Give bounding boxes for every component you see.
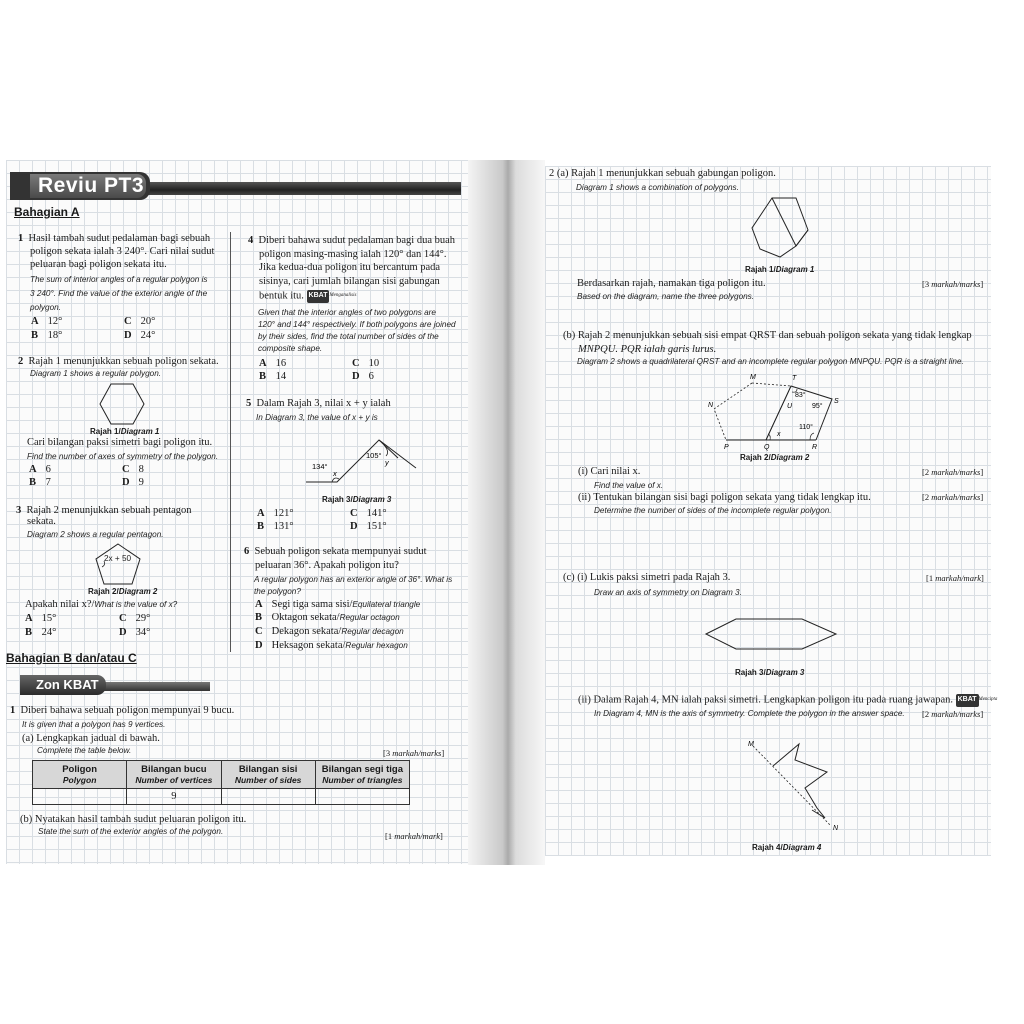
- qb1-b-marks: [1 markah/mark]: [385, 831, 443, 841]
- q3-caption: Rajah 2/Diagram 2: [88, 587, 158, 596]
- q5-caption: Rajah 3/Diagram 3: [322, 495, 392, 504]
- table-cell-vertices: 9: [127, 789, 221, 805]
- q3-en: Diagram 2 shows a regular pentagon.: [27, 530, 164, 539]
- label-x: x: [777, 431, 781, 438]
- q5-option-a[interactable]: A 121°: [257, 508, 294, 519]
- q1-option-d[interactable]: D 24°: [124, 330, 156, 341]
- column-divider: [230, 232, 231, 652]
- table-cell-polygon[interactable]: [33, 789, 127, 805]
- q2b-text-2: MNPQU. PQR ialah garis lurus.: [578, 344, 717, 355]
- q6-option-c[interactable]: C Dekagon sekata/Regular decagon: [255, 626, 404, 637]
- q5-y-label: y: [385, 458, 389, 467]
- label-n-4: N: [833, 825, 839, 832]
- q3-option-b[interactable]: B 24°: [25, 627, 57, 638]
- quadrilateral-diagram: [704, 371, 844, 451]
- q2b-caption: Rajah 2/Diagram 2: [740, 453, 810, 462]
- angle-95: 95°: [812, 403, 823, 410]
- q2c-ii-text: (ii) Dalam Rajah 4, MN ialah paksi simetri. Lengkapkan poligon itu pada ruang jawapan. KBAT Mencipta: [578, 694, 998, 706]
- table-header-triangles: Bilangan segi tiga Number of triangles: [315, 761, 409, 789]
- q6-option-b[interactable]: B Oktagon sekata/Regular octagon: [255, 612, 400, 623]
- q2b-en: Diagram 2 shows a quadrilateral QRST and an incomplete regular polygon MNPQU. PQR is a straight line.: [577, 357, 964, 366]
- q2c-caption-3: Rajah 3/Diagram 3: [735, 668, 805, 677]
- label-q: Q: [764, 444, 770, 451]
- q6-option-a[interactable]: A Segi tiga sama sisi/Equilateral triangle: [255, 599, 421, 610]
- q5-angle-134: 134°: [312, 462, 328, 471]
- label-m-4: M: [748, 741, 754, 748]
- q4-option-d[interactable]: D 6: [352, 371, 374, 382]
- q6-text: 6 Sebuah poligon sekata mempunyai sudut: [244, 546, 427, 557]
- q2-option-c[interactable]: C 8: [122, 464, 144, 475]
- q6-text-2: peluaran 36°. Apakah poligon itu?: [255, 560, 399, 571]
- q2-en: Diagram 1 shows a regular polygon.: [30, 369, 162, 378]
- q2a-question-en: Based on the diagram, name the three polygons.: [577, 292, 755, 301]
- q6-en-2: the polygon?: [254, 587, 301, 596]
- zon-kbat-title: Zon KBAT: [36, 677, 99, 692]
- q2c-caption-4: Rajah 4/Diagram 4: [752, 843, 822, 852]
- q4-en-3: by their sides, find the total number of sides of the: [258, 332, 439, 341]
- q2-option-b[interactable]: B 7: [29, 477, 51, 488]
- angle-110: 110°: [799, 424, 813, 431]
- label-t: T: [792, 375, 797, 382]
- q5-option-b[interactable]: B 131°: [257, 521, 294, 532]
- q2a-marks: [3 markah/marks]: [922, 279, 984, 289]
- q6-option-d[interactable]: D Heksagon sekata/Regular hexagon: [255, 640, 408, 651]
- symmetry-diagram: [745, 738, 845, 838]
- q2-text-2: Cari bilangan paksi simetri bagi poligon itu.: [27, 437, 213, 448]
- q1-en-3: polygon.: [30, 303, 61, 312]
- pentagon-diagram: [95, 543, 141, 585]
- arrow-polygon-diagram: [706, 613, 836, 655]
- q2c-i-marks: [1 markah/mark]: [926, 573, 984, 583]
- label-r: R: [812, 444, 818, 451]
- q4-text-2: poligon masing-masing ialah 120° dan 144°.: [259, 249, 447, 260]
- q1-en-1: The sum of interior angles of a regular polygon is: [30, 275, 208, 284]
- qb1-a-en: Complete the table below.: [37, 746, 132, 755]
- q2-en-2: Find the number of axes of symmetry of the polygon.: [27, 452, 219, 461]
- qb1-a-text: (a) Lengkapkan jadual di bawah.: [22, 733, 160, 744]
- q2a-text: 2 (a) Rajah 1 menunjukkan sebuah gabungan poligon.: [549, 168, 776, 179]
- angle-83: 83°: [795, 392, 806, 399]
- table-cell-sides[interactable]: [221, 789, 315, 805]
- q4-en-1: Given that the interior angles of two polygons are: [258, 308, 436, 317]
- q2b-ii-text: (ii) Tentukan bilangan sisi bagi poligon sekata yang tidak lengkap itu.: [578, 492, 871, 503]
- q2c-ii-marks: [2 markah/marks]: [922, 709, 984, 719]
- q2-option-a[interactable]: A 6: [29, 464, 51, 475]
- q2-text: 2 Rajah 1 menunjukkan sebuah poligon sekata.: [18, 356, 219, 367]
- q5-angle-105: 105°: [366, 451, 382, 460]
- q1-text-2: poligon sekata ialah 3 240°. Cari nilai sudut: [30, 246, 215, 257]
- q2b-i-en: Find the value of x.: [594, 481, 664, 490]
- q3-text-2: sekata.: [27, 516, 56, 527]
- q2a-question: Berdasarkan rajah, namakan tiga poligon itu.: [577, 278, 766, 289]
- q2c-ii-en: In Diagram 4, MN is the axis of symmetry. Complete the polygon in the answer space.: [594, 709, 905, 718]
- q3-option-a[interactable]: A 15°: [25, 613, 57, 624]
- q1-text-3: peluaran bagi poligon sekata itu.: [30, 259, 167, 270]
- q1-text: 1 Hasil tambah sudut pedalaman bagi sebuah: [18, 233, 211, 244]
- q5-en: In Diagram 3, the value of x + y is: [256, 413, 378, 422]
- table-header-sides: Bilangan sisi Number of sides: [221, 761, 315, 789]
- q4-option-c[interactable]: C 10: [352, 358, 380, 369]
- q3-text-3: Apakah nilai x?/What is the value of x?: [25, 599, 178, 610]
- q6-en-1: A regular polygon has an exterior angle of 36°. What is: [254, 575, 453, 584]
- q5-x-label: x: [333, 469, 337, 478]
- q2a-en: Diagram 1 shows a combination of polygons.: [576, 183, 739, 192]
- section-a-title: Bahagian A: [14, 205, 80, 219]
- section-bc-title: Bahagian B dan/atau C: [6, 651, 137, 665]
- kbat-badge: KBAT: [307, 290, 330, 303]
- q5-option-c[interactable]: C 141°: [350, 508, 387, 519]
- q1-option-c[interactable]: C 20°: [124, 316, 156, 327]
- q4-option-a[interactable]: A 16: [259, 358, 287, 369]
- combined-polygon-diagram: [752, 196, 808, 258]
- q3-text: 3 Rajah 2 menunjukkan sebuah pentagon: [16, 505, 192, 516]
- q4-option-b[interactable]: B 14: [259, 371, 287, 382]
- q5-diagram: [306, 436, 416, 492]
- q1-en-2: 3 240°. Find the value of the exterior angle of the: [30, 289, 208, 298]
- q3-option-d[interactable]: D 34°: [119, 627, 151, 638]
- qb1-b-en: State the sum of the exterior angles of the polygon.: [38, 827, 224, 836]
- q4-text-5: bentuk itu. KBAT Menganalisis: [259, 290, 357, 302]
- label-p: P: [724, 444, 729, 451]
- q2b-i-text: (i) Cari nilai x.: [578, 466, 641, 477]
- qb1-b-text: (b) Nyatakan hasil tambah sudut peluaran poligon itu.: [20, 814, 247, 825]
- q2c-i-text: (c) (i) Lukis paksi simetri pada Rajah 3.: [563, 572, 731, 583]
- book-gutter: [468, 160, 545, 865]
- label-u: U: [787, 403, 793, 410]
- page-title: Reviu PT3: [38, 174, 145, 197]
- q4-text: 4 Diberi bahawa sudut pedalaman bagi dua buah: [248, 235, 456, 246]
- table-header-vertices: Bilangan bucu Number of vertices: [127, 761, 221, 789]
- q2b-text: (b) Rajah 2 menunjukkan sebuah sisi empat QRST dan sebuah poligon sekata yang tidak lengkap: [563, 330, 972, 341]
- q2a-caption: Rajah 1/Diagram 1: [745, 265, 815, 274]
- q2b-i-marks: [2 markah/marks]: [922, 467, 984, 477]
- q2b-ii-en: Determine the number of sides of the incomplete regular polygon.: [594, 506, 832, 515]
- q4-text-4: sisinya, cari jumlah bilangan sisi gabungan: [259, 276, 440, 287]
- q1-option-b[interactable]: B 18°: [31, 330, 63, 341]
- q2-option-d[interactable]: D 9: [122, 477, 144, 488]
- q2b-ii-marks: [2 markah/marks]: [922, 492, 984, 502]
- hexagon-diagram: [100, 383, 144, 425]
- q3-angle-label: 2x + 50: [104, 554, 132, 563]
- q4-en-2: 120° and 144° respectively. If both polygons are joined: [258, 320, 456, 329]
- kbat-badge-2: KBAT: [956, 694, 979, 707]
- q5-option-d[interactable]: D 151°: [350, 521, 387, 532]
- q2c-i-en: Draw an axis of symmetry on Diagram 3.: [594, 588, 742, 597]
- q2-caption: Rajah 1/Diagram 1: [90, 427, 160, 436]
- label-m: M: [750, 374, 756, 381]
- q1-option-a[interactable]: A 12°: [31, 316, 63, 327]
- qb1-en: It is given that a polygon has 9 vertices.: [22, 720, 166, 729]
- label-n: N: [708, 402, 714, 409]
- qb1-text: 1 Diberi bahawa sebuah poligon mempunyai 9 bucu.: [10, 705, 235, 716]
- zon-bar: [100, 682, 210, 691]
- q4-text-3: Jika kedua-dua poligon itu bercantum pada: [259, 262, 441, 273]
- label-s: S: [834, 398, 839, 405]
- header-bar: [148, 182, 461, 195]
- table-header-polygon: Poligon Polygon: [33, 761, 127, 789]
- q3-option-c[interactable]: C 29°: [119, 613, 151, 624]
- table-cell-triangles[interactable]: [315, 789, 409, 805]
- qb1-a-marks: [3 markah/marks]: [383, 748, 445, 758]
- q4-en-4: composite shape.: [258, 344, 323, 353]
- polygon-table: [32, 760, 410, 805]
- q5-text: 5 Dalam Rajah 3, nilai x + y ialah: [246, 398, 391, 409]
